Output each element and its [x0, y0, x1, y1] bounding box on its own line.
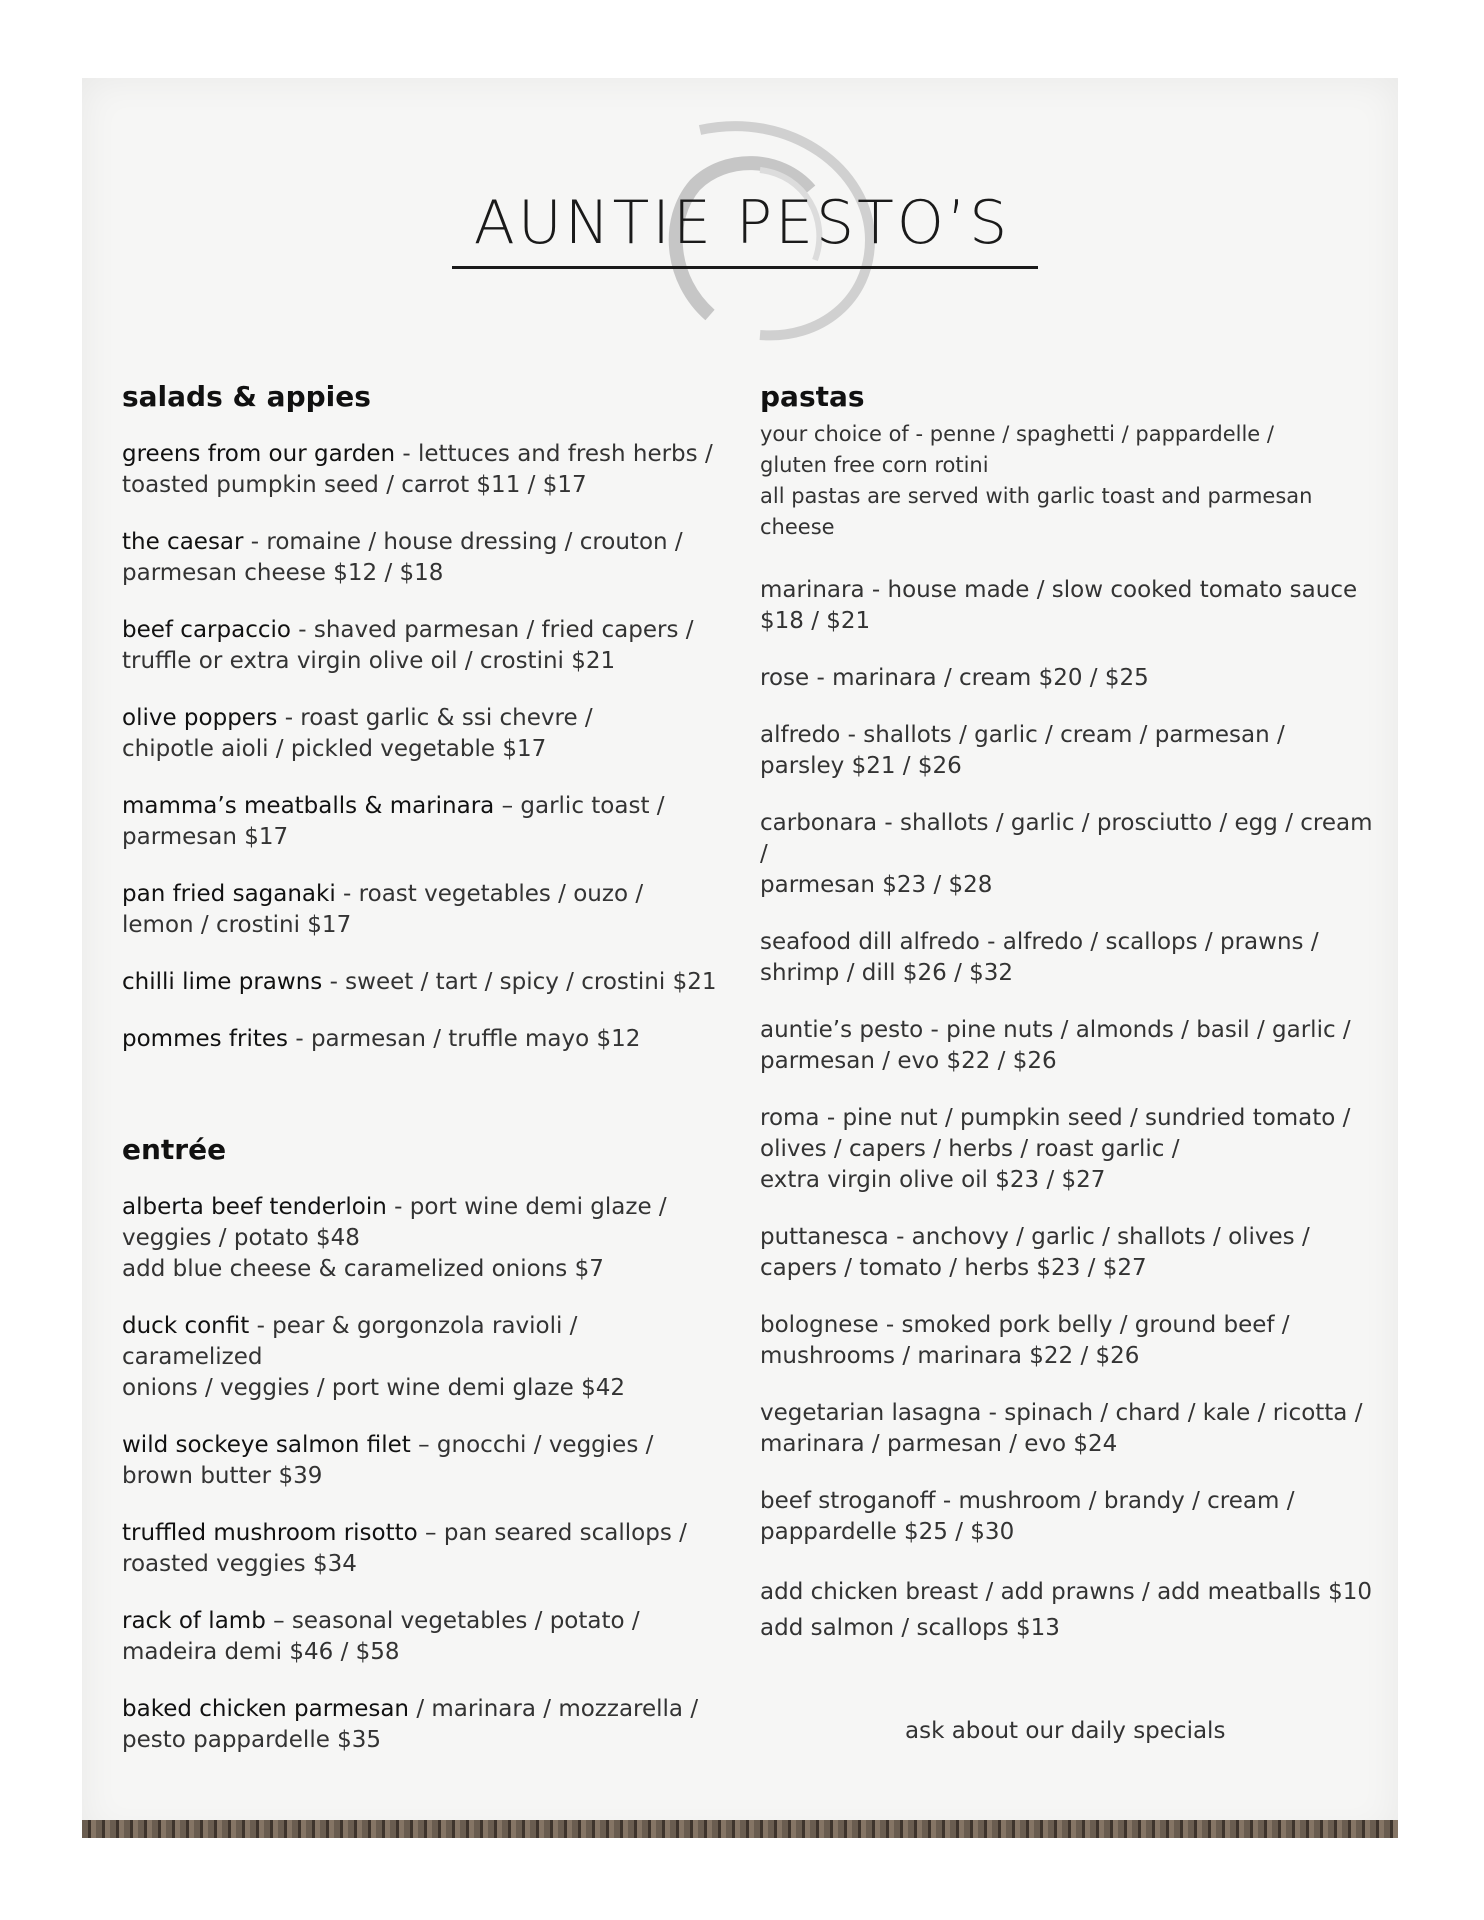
entree-heading: entrée: [122, 1133, 227, 1166]
item-desc: roasted veggies $34: [122, 1551, 357, 1577]
item-line: parsley $21 / $26: [760, 753, 962, 779]
item-desc: chipotle aioli / pickled vegetable $17: [122, 736, 547, 762]
item-desc: brown butter $39: [122, 1463, 323, 1489]
table-edge: [82, 1820, 1398, 1838]
item-line: alfredo - shallots / garlic / cream / parmesan /: [760, 722, 1285, 748]
item-name: alberta beef tenderloin: [122, 1194, 387, 1220]
menu-item: [760, 575, 1380, 637]
item-desc: add blue cheese & caramelized onions $7: [122, 1256, 604, 1282]
item-name: mamma’s meatballs & marinara: [122, 793, 495, 819]
item-line: capers / tomato / herbs $23 / $27: [760, 1255, 1147, 1281]
item-line: olives / capers / herbs / roast garlic /: [760, 1136, 1180, 1162]
menu-item: [122, 1024, 722, 1055]
item-desc: parmesan cheese $12 / $18: [122, 560, 444, 586]
item-line: $18 / $21: [760, 608, 871, 634]
item-name: pommes frites: [122, 1026, 289, 1052]
item-line: puttanesca - anchovy / garlic / shallots / olives /: [760, 1224, 1310, 1250]
item-desc: onions / veggies / port wine demi glaze $42: [122, 1375, 625, 1401]
pastas-intro-line: your choice of - penne / spaghetti / pappardelle /: [760, 422, 1274, 446]
menu-item: [122, 703, 722, 765]
item-desc: - lettuces and fresh herbs /: [395, 441, 713, 467]
item-line: parmesan / evo $22 / $26: [760, 1048, 1057, 1074]
menu-item: [760, 927, 1380, 989]
menu-item: [760, 1310, 1380, 1372]
item-desc: - sweet / tart / spicy / crostini $21: [322, 969, 717, 995]
item-desc: veggies / potato $48: [122, 1225, 360, 1251]
item-desc: pesto pappardelle $35: [122, 1727, 382, 1753]
item-name: greens from our garden: [122, 441, 396, 467]
item-desc: - roast garlic & ssi chevre /: [277, 705, 593, 731]
item-name: rack of lamb: [122, 1608, 266, 1634]
item-desc: lemon / crostini $17: [122, 912, 352, 938]
menu-item: [122, 527, 722, 589]
item-line: vegetarian lasagna - spinach / chard / kale / ricotta /: [760, 1400, 1363, 1426]
pastas-intro-line: all pastas are served with garlic toast and parmesan cheese: [760, 484, 1313, 539]
menu-item: [122, 439, 722, 501]
pastas-intro-line: gluten free corn rotini: [760, 453, 989, 477]
addon-line: add chicken breast / add prawns / add meatballs $10: [760, 1579, 1373, 1605]
item-desc: - pear & gorgonzola ravioli / caramelized: [122, 1313, 578, 1370]
item-line: carbonara - shallots / garlic / prosciutto / egg / cream /: [760, 810, 1373, 867]
menu-item: [122, 879, 722, 941]
item-line: extra virgin olive oil $23 / $27: [760, 1167, 1106, 1193]
item-line: mushrooms / marinara $22 / $26: [760, 1343, 1140, 1369]
item-line: seafood dill alfredo - alfredo / scallops / prawns /: [760, 929, 1319, 955]
item-desc: - port wine demi glaze /: [386, 1194, 667, 1220]
section-gap: [122, 1081, 722, 1133]
menu-item: [122, 1311, 722, 1404]
item-name: baked chicken parmesan: [122, 1696, 410, 1722]
item-name: the caesar: [122, 529, 244, 555]
item-line: parmesan $23 / $28: [760, 872, 993, 898]
item-desc: madeira demi $46 / $58: [122, 1639, 400, 1665]
item-line: auntie’s pesto - pine nuts / almonds / basil / garlic /: [760, 1017, 1351, 1043]
menu-item: [122, 967, 722, 998]
item-name: beef carpaccio: [122, 617, 291, 643]
right-column: [760, 380, 1380, 1646]
addon-line: add salmon / scallops $13: [760, 1615, 1060, 1641]
item-line: marinara / parmesan / evo $24: [760, 1431, 1118, 1457]
item-desc: toasted pumpkin seed / carrot $11 / $17: [122, 472, 587, 498]
item-name: truffled mushroom risotto: [122, 1520, 418, 1546]
page-title: AUNTIE PESTO’S: [473, 188, 1011, 258]
menu-item: [760, 1103, 1380, 1196]
menu-item: [122, 1192, 722, 1285]
item-desc: – gnocchi / veggies /: [410, 1432, 654, 1458]
menu-item: [122, 615, 722, 677]
item-line: shrimp / dill $26 / $32: [760, 960, 1014, 986]
menu-item: [760, 1486, 1380, 1548]
item-name: chilli lime prawns: [122, 969, 323, 995]
item-line: roma - pine nut / pumpkin seed / sundried tomato /: [760, 1105, 1351, 1131]
item-desc: - romaine / house dressing / crouton /: [243, 529, 683, 555]
item-line: marinara - house made / slow cooked tomato sauce: [760, 577, 1358, 603]
menu-item: [122, 1430, 722, 1492]
menu-item: [760, 720, 1380, 782]
item-line: rose - marinara / cream $20 / $25: [760, 665, 1149, 691]
menu-item: [760, 1222, 1380, 1284]
item-name: duck confit: [122, 1313, 250, 1339]
item-desc: / marinara / mozzarella /: [409, 1696, 699, 1722]
item-desc: parmesan $17: [122, 824, 289, 850]
menu-item: [760, 808, 1380, 901]
item-desc: - roast vegetables / ouzo /: [335, 881, 644, 907]
item-line: pappardelle $25 / $30: [760, 1519, 1015, 1545]
item-desc: - parmesan / truffle mayo $12: [288, 1026, 641, 1052]
item-name: olive poppers: [122, 705, 278, 731]
menu-item: [760, 663, 1380, 694]
item-desc: – pan seared scallops /: [417, 1520, 687, 1546]
pastas-intro: [760, 419, 1380, 543]
item-desc: - shaved parmesan / fried capers /: [290, 617, 694, 643]
menu-item: [122, 791, 722, 853]
menu-item: [122, 1606, 722, 1668]
menu-item: [122, 1694, 722, 1756]
item-name: wild sockeye salmon filet: [122, 1432, 411, 1458]
item-line: bolognese - smoked pork belly / ground beef /: [760, 1312, 1290, 1338]
menu-item: [122, 1518, 722, 1580]
item-line: beef stroganoff - mushroom / brandy / cream /: [760, 1488, 1295, 1514]
daily-specials-note: ask about our daily specials: [905, 1718, 1226, 1744]
menu-item: [760, 1015, 1380, 1077]
pastas-heading: pastas: [760, 380, 865, 413]
left-column: [122, 380, 722, 1782]
item-name: pan fried saganaki: [122, 881, 336, 907]
item-desc: – seasonal vegetables / potato /: [265, 1608, 640, 1634]
item-desc: truffle or extra virgin olive oil / crostini $21: [122, 648, 616, 674]
salads-heading: salads & appies: [122, 380, 371, 413]
item-desc: – garlic toast /: [494, 793, 665, 819]
title-underline: [452, 266, 1038, 269]
menu-item: [760, 1398, 1380, 1460]
